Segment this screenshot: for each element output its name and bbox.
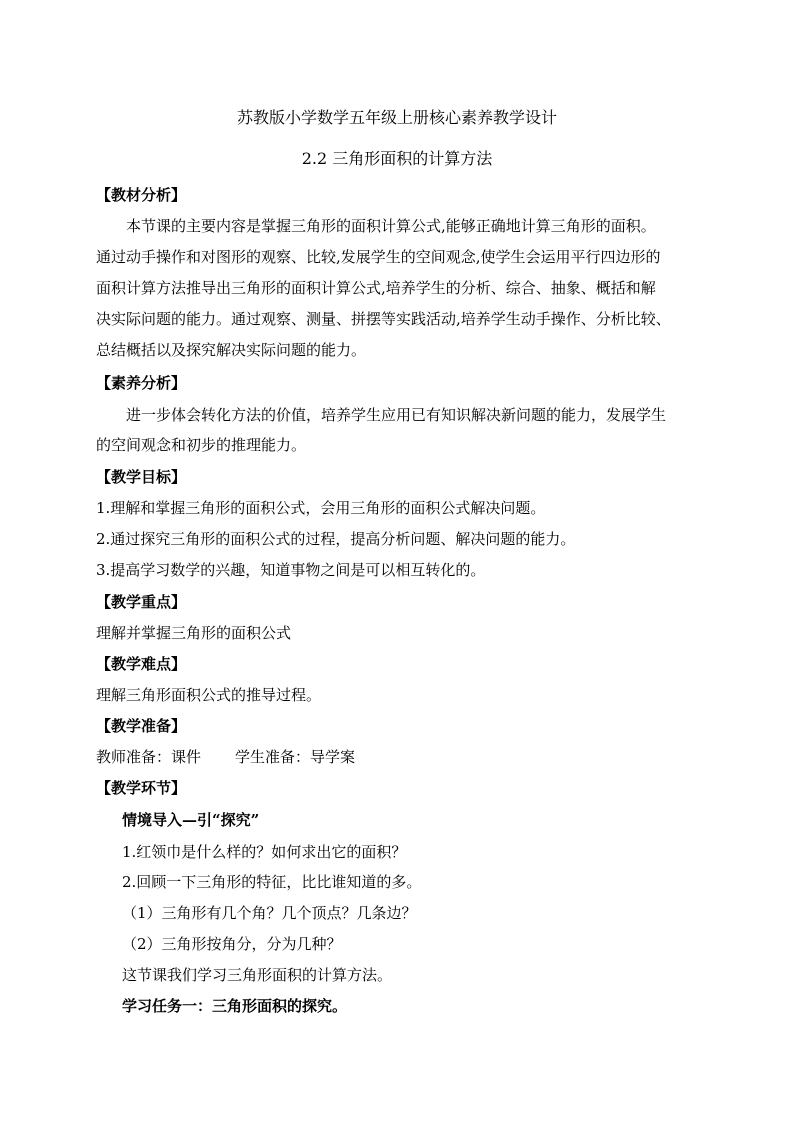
task-title: 学习任务一：三角形面积的探究。 <box>122 997 348 1015</box>
preparation-line <box>96 747 794 767</box>
objective-item: 3.提高学习数学的兴趣，知道事物之间是可以相互转化的。 <box>96 561 486 579</box>
section-heading-jiaocai: 【教材分析】 <box>96 186 187 204</box>
paragraph-line: 面积计算方法推导出三角形的面积计算公式,培养学生的分析、综合、抽象、概括和解 <box>96 279 656 297</box>
paragraph-line: 1.红领巾是什么样的？如何求出它的面积？ <box>122 843 407 861</box>
document-subtitle: 2.2 三角形面积的计算方法 <box>301 149 493 168</box>
student-preparation: 学生准备：导学案 <box>235 748 356 766</box>
paragraph-line: 进一步体会转化方法的价值，培养学生应用已有知识解决新问题的能力，发展学生 <box>126 406 667 424</box>
paragraph-line: 总结概括以及探究解决实际问题的能力。 <box>96 341 367 359</box>
paragraph-line: （1）三角形有几个角？几个顶点？几条边？ <box>122 904 417 922</box>
paragraph-line: 理解并掌握三角形的面积公式 <box>96 624 292 642</box>
section-heading-mubiao: 【教学目标】 <box>96 468 187 486</box>
section-heading-zhongdian: 【教学重点】 <box>96 593 187 611</box>
paragraph-line: 本节课的主要内容是掌握三角形的面积计算公式,能够正确地计算三角形的面积。 <box>126 217 656 235</box>
intro-title: 情境导入—引“探究” <box>122 811 260 829</box>
paragraph-line: 理解三角形面积公式的推导过程。 <box>96 686 322 704</box>
paragraph-line: 2.回顾一下三角形的特征，比比谁知道的多。 <box>122 873 422 891</box>
document-title: 苏教版小学数学五年级上册核心素养教学设计 <box>236 108 557 127</box>
section-heading-suyang: 【素养分析】 <box>96 374 187 392</box>
section-heading-huanjie: 【教学环节】 <box>96 779 187 797</box>
paragraph-line: （2）三角形按角分，分为几种？ <box>122 935 342 953</box>
objective-item: 1.理解和掌握三角形的面积公式，会用三角形的面积公式解决问题。 <box>96 499 546 517</box>
paragraph-line: 的空间观念和初步的推理能力。 <box>96 436 307 454</box>
section-heading-nandian: 【教学难点】 <box>96 655 187 673</box>
objective-item: 2.通过探究三角形的面积公式的过程，提高分析问题、解决问题的能力。 <box>96 530 576 548</box>
teacher-preparation: 教师准备：课件 <box>96 748 202 766</box>
section-heading-zhunbei: 【教学准备】 <box>96 717 187 735</box>
paragraph-line: 这节课我们学习三角形面积的计算方法。 <box>122 966 393 984</box>
paragraph-line: 决实际问题的能力。通过观察、测量、拼摆等实践活动,培养学生动手操作、分析比较、 <box>96 310 671 328</box>
paragraph-line: 通过动手操作和对图形的观察、比较,发展学生的空间观念,使学生会运用平行四边形的 <box>96 248 661 266</box>
